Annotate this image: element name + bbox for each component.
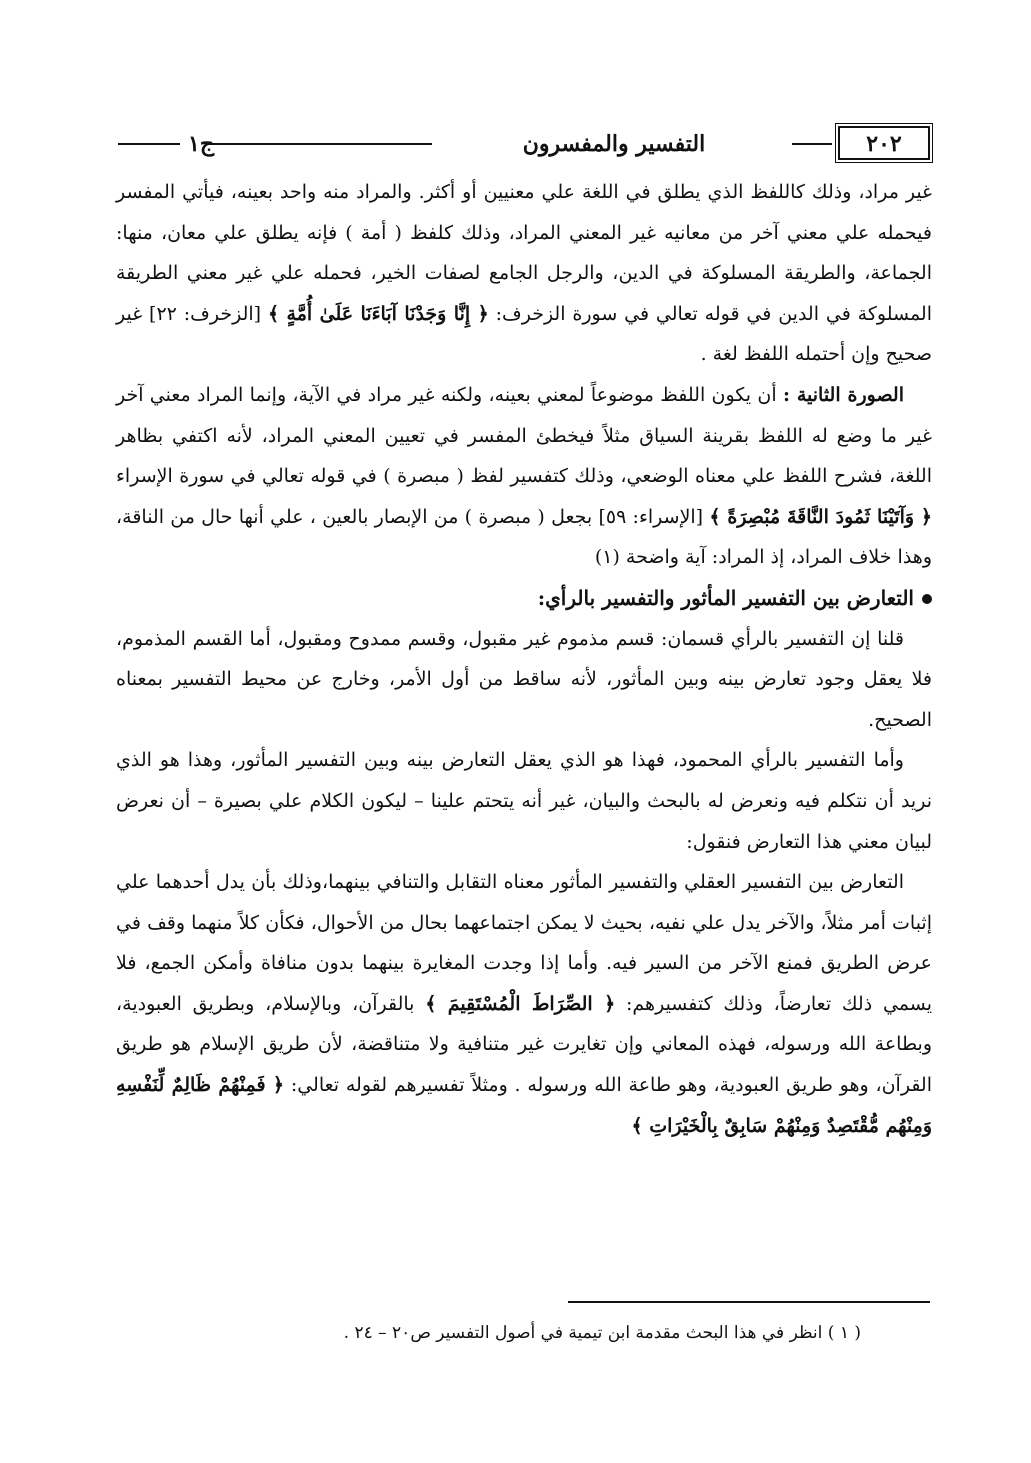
verse-reference: [الإسراء: ٥٩] [598,505,704,528]
paragraph [116,172,932,375]
paragraph [116,740,932,862]
paragraph [116,862,932,1146]
footnote-marker: (١) [594,546,620,569]
paragraph-text: غير مراد، وذلك كاللفظ الذي يطلق في اللغة علي معنيين أو أكثر. والمراد منه واحد بعينه، فيأتي المفسر فيحمله علي معني آخر من معانيه غير المعني المراد، وذلك كلفظ ( أمة ) فإنه يطلق علي معان، منها: الجماعة، والطريقة المسلوكة في الدين، والرجل الجامع لصفات الخير، فحمله علي غير معني الطريقة المسلوكة في الدين في قوله تعالي في سورة الزخرف: [116,181,933,325]
header-rule [208,143,432,145]
section-heading-text: التعارض بين التفسير المأثور والتفسير بالرأي: [537,585,914,610]
footnote-separator [568,1301,930,1303]
page-number: ٢٠٢ [838,126,930,160]
paragraph-text: التعارض بين التفسير العقلي والتفسير المأثور معناه التقابل والتنافي بينهما،وذلك بأن يدل أحدهما علي إثبات أمر مثلاً، والآخر يدل علي نفيه، بحيث لا يمكن اجتماعهما بحال من الأحوال، فكأن كلاً منهما وقف في عرض الطريق فمنع الآخر من السير فيه. وأما إذا وجدت المغايرة بينهما بدون منافاة وأمكن الجمع، فلا يسمي ذلك تعارضاً، وذلك كتفسيرهم: [116,871,933,1015]
quran-verse: ﴿ إِنَّا وَجَدْنَا آبَاءَنَا عَلَىٰ أُمَّةٍ ﴾ [267,302,489,325]
header-rule [792,143,832,145]
volume-label: ج١ [188,131,215,157]
paragraph [116,375,932,578]
paragraph-lead: الصورة الثانية : [782,383,904,406]
paragraph-text: غير صحيح وإن أحتمله اللفظ لغة . [116,302,932,366]
paragraph-text: بالقرآن، وبالإسلام، وبطريق العبودية، وبطاعة الله ورسوله، فهذه المعاني وإن تغايرت غير متنافية ولا متناقضة، لأن طريق الإسلام هو طريق القرآن، وهو طريق العبودية، وهو طاعة الله ورسوله . ومثلاً تفسيرهم لقوله تعالي: [116,992,933,1097]
bullet-icon [922,594,932,604]
body-text [116,172,932,1146]
quran-verse: ﴿ الصِّرَاطَ الْمُسْتَقِيمَ ﴾ [425,992,616,1015]
paragraph-text: أن يكون اللفظ موضوعاً لمعني بعينه، ولكنه غير مراد في الآية، وإنما المراد معني آخر غير ما وضع له اللفظ بقرينة السياق مثلاً فيخطئ المفسر في تعيين المعني المراد، لأنه اكتفي بظاهر اللغة، فشرح اللفظ علي معناه الوضعي، وذلك كتفسير لفظ ( مبصرة ) في قوله تعالي في سورة الإسراء [116,383,932,488]
paragraph-text: قلنا إن التفسير بالرأي قسمان: قسم مذموم غير مقبول، وقسم ممدوح ومقبول، أما القسم المذموم، فلا يعقل وجود تعارض بينه وبين المأثور، لأنه ساقط من أول الأمر، وخارج عن محيط التفسير بمعناه الصحيح. [116,627,932,731]
running-header [118,124,930,164]
paragraph [116,619,932,741]
verse-reference: [الزخرف: ٢٢] [149,302,262,325]
header-rule [118,143,180,145]
running-title: التفسير والمفسرون [522,131,706,157]
section-heading [116,578,932,619]
quran-verse: ﴿ وَآتَيْنَا ثَمُودَ النَّاقَةَ مُبْصِرَةً ﴾ [709,505,933,528]
paragraph-text: وأما التفسير بالرأي المحمود، فهذا هو الذي يعقل التعارض بينه وبين التفسير المأثور، وهذا هو الذي نريد أن نتكلم فيه ونعرض له بالبحث والبيان، غير أنه يتحتم علينا – ليكون الكلام علي بصيرة – أن نعرض لبيان معني هذا التعارض فنقول: [116,749,932,853]
paragraph-text: بجعل ( مبصرة ) من الإبصار بالعين ، علي أنها حال من الناقة، وهذا خلاف المراد، إذ المراد: آية واضحة [116,505,932,569]
quran-verse: ﴿ فَمِنْهُمْ ظَالِمٌ لِّنَفْسِهِ وَمِنْهُم مُّقْتَصِدٌ وَمِنْهُمْ سَابِقٌ بِالْخَيْرَاتِ ﴾ [116,1074,932,1137]
footnote: ( ١ ) انظر في هذا البحث مقدمة ابن تيمية في أصول التفسير ص٢٠ – ٢٤ . [343,1323,861,1343]
